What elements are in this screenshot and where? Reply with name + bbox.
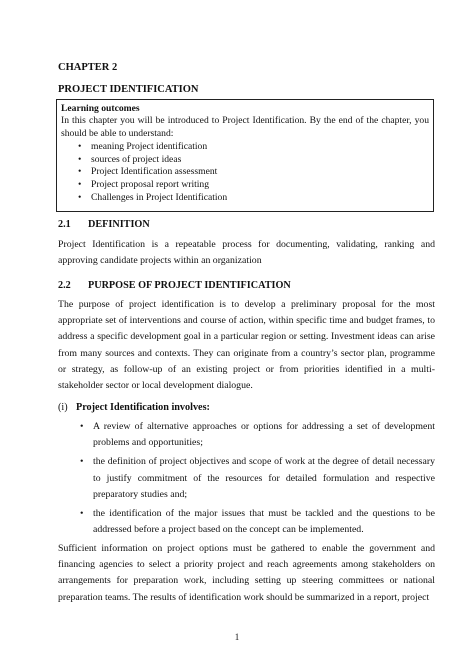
list-item: • meaning Project identification [78, 141, 208, 153]
chapter-label: CHAPTER 2 [58, 62, 118, 73]
section-number: 2.1 [58, 219, 71, 230]
list-item: • the definition of project objectives and scope of work at the degree of detail necessary to justify commitment of the resources for detailed formulation and respective preparatory studies and; [80, 456, 435, 500]
section-heading-definition [58, 219, 150, 230]
bullet-icon: • [80, 456, 84, 468]
list-item: • A review of alternative approaches or options for addressing a set of development problems and opportunities; [80, 421, 435, 449]
subsection-number: (i) [58, 402, 68, 413]
section-number: 2.2 [58, 280, 71, 291]
section-heading-purpose [58, 280, 291, 291]
subsection-title: Project Identification involves: [76, 402, 210, 413]
list-item: • Challenges in Project Identification [78, 191, 228, 203]
closing-paragraph: Sufficient information on project options must be gathered to enable the government and financing agencies to select a priority project and reach agreements among stakeholders on arrangements for preparation work, including setting up steering committees or national preparation teams. The results of identification work should be summarized in a report, project [58, 543, 435, 603]
list-item: • the identification of the major issues that must be tackled and the questions to be addressed before a project based on the concept can be implemented. [80, 508, 435, 536]
learning-outcomes-heading: Learning outcomes [61, 103, 140, 114]
subsection-heading [58, 402, 210, 413]
section-title: PURPOSE OF PROJECT IDENTIFICATION [88, 280, 291, 291]
learning-outcomes-list [61, 141, 429, 204]
chapter-title: PROJECT IDENTIFICATION [58, 84, 199, 95]
list-item: • Project Identification assessment [78, 166, 218, 178]
definition-paragraph: Project Identification is a repeatable process for documenting, validating, ranking and approving candidate projects within an organization [58, 239, 435, 267]
list-item: • sources of project ideas [78, 153, 182, 165]
bullet-icon: • [80, 508, 84, 520]
bullet-icon: • [80, 421, 84, 432]
section-title: DEFINITION [88, 219, 150, 230]
bullet-icon: • [78, 191, 82, 203]
bullet-icon: • [78, 166, 82, 178]
learning-outcomes-intro: In this chapter you will be introduced to Project Identification. By the end of the chapter, you should be able to understand: [61, 115, 429, 139]
page-number: 1 [234, 632, 240, 642]
purpose-paragraph: The purpose of project identification is to develop a preliminary proposal for the most appropriate set of interventions and course of action, within specific time and budget frames, to address a specific development goal in a particular region or setting. Investment ideas can arise from many sources and contexts. They can originate from a country’s sector plan, programme or strategy, as follow-up of an existing project or from priorities identified in a multi-stakeholder sector or local development dialogue. [58, 299, 435, 392]
involves-list [80, 419, 435, 541]
bullet-icon: • [78, 179, 82, 190]
bullet-icon: • [78, 141, 82, 153]
bullet-icon: • [78, 153, 82, 165]
learning-outcomes-box [56, 99, 434, 212]
list-item: • Project proposal report writing [78, 179, 210, 190]
